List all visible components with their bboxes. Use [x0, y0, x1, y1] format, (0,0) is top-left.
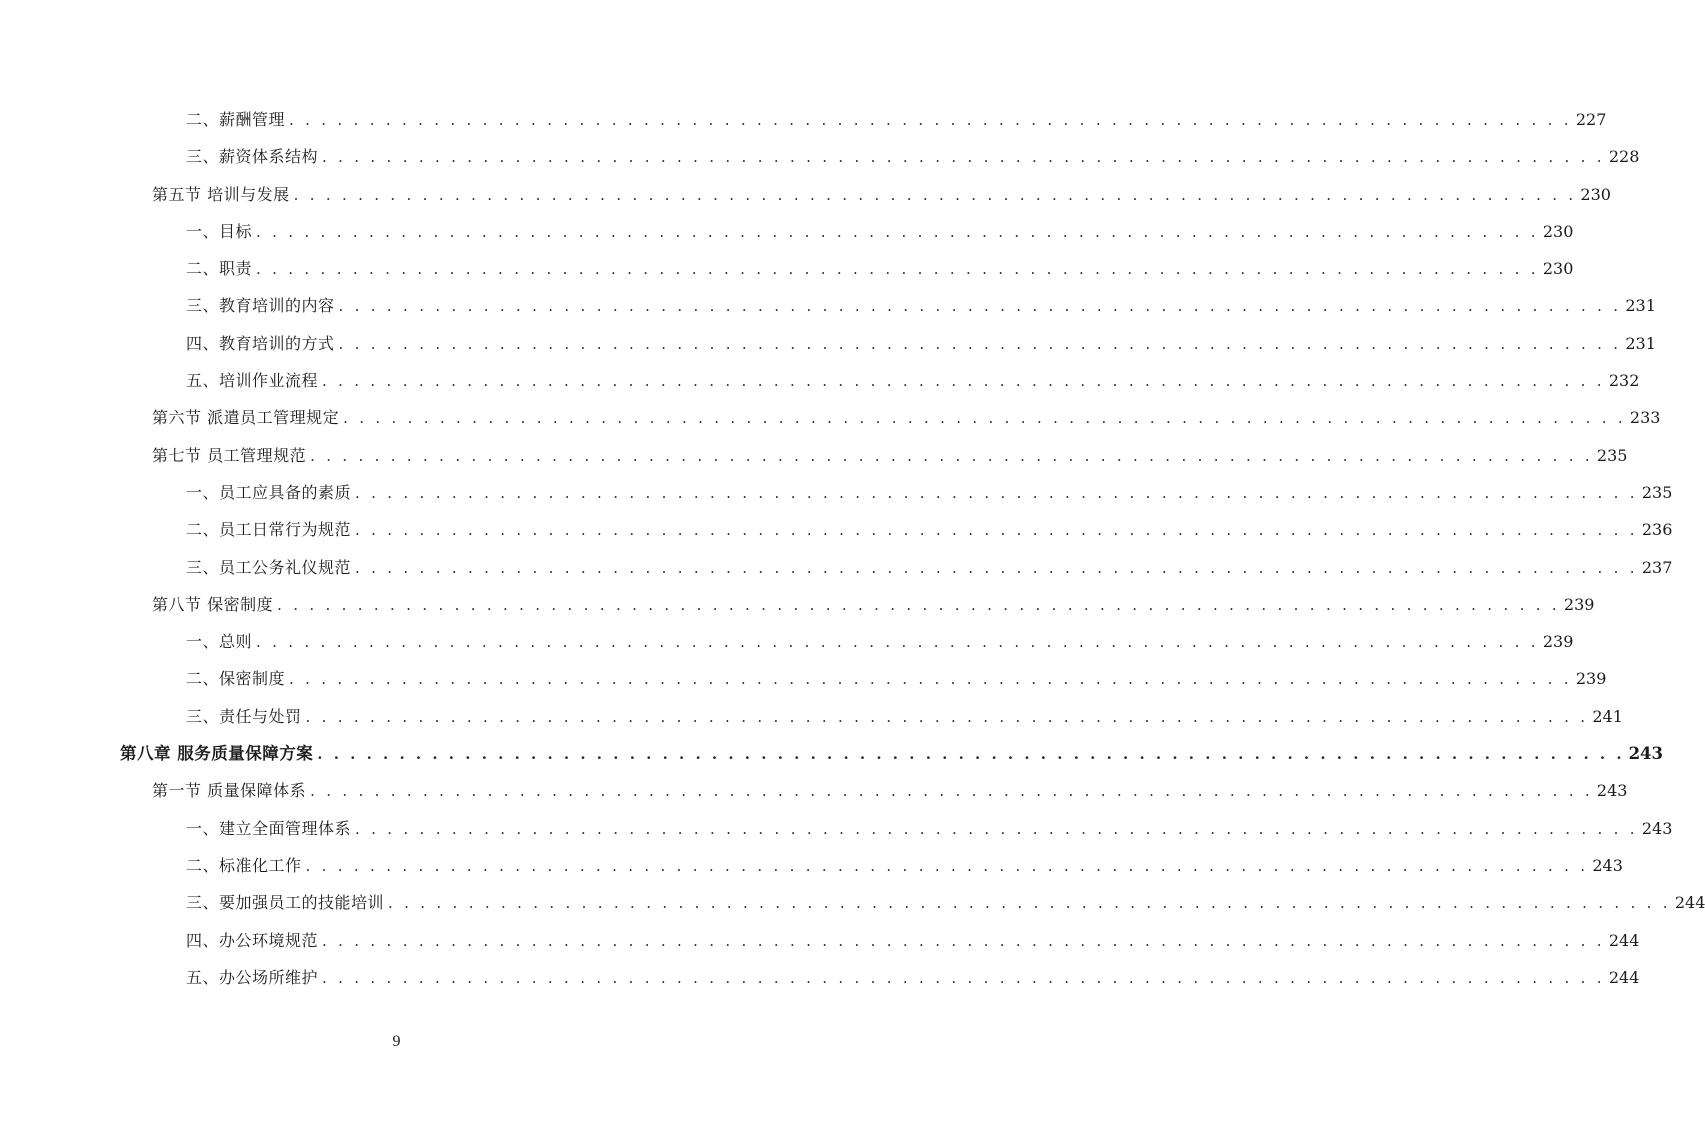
- toc-entry-title: 二、员工日常行为规范: [186, 520, 352, 540]
- toc-entry-item[interactable]: [0, 847, 1623, 884]
- toc-dot-leader: . . . . . . . . . . . . . . . . . . . . . . . . . . . . . . . . . . . . . . . . . . . . . . . . . . . . . . . . . . . . . . . . . . . . . . . . . . . . . . . .: [289, 111, 1572, 129]
- toc-entry-item[interactable]: [0, 362, 1640, 399]
- toc-entry-page: 244: [1608, 967, 1640, 987]
- toc-dot-leader: . . . . . . . . . . . . . . . . . . . . . . . . . . . . . . . . . . . . . . . . . . . . . . . . . . . . . . . . . . . . . . . . . . . . . . . . . . . . . . . .: [277, 595, 1560, 614]
- toc-entry-title: 二、职责: [186, 259, 253, 279]
- toc-entry-page: 232: [1608, 371, 1640, 391]
- toc-dot-leader: . . . . . . . . . . . . . . . . . . . . . . . . . . . . . . . . . . . . . . . . . . . . . . . . . . . . . . . . . . . . . . . . . . . . . . . . . . . . . . . .: [338, 297, 1622, 316]
- toc-entry-page: 239: [1542, 632, 1574, 652]
- toc-entry-page: 243: [1641, 818, 1673, 838]
- toc-entry-item[interactable]: [0, 213, 1574, 250]
- toc-dot-leader: . . . . . . . . . . . . . . . . . . . . . . . . . . . . . . . . . . . . . . . . . . . . . . . . . . . . . . . . . . . . . . . . . . . . . . . . . . . . . . . .: [256, 222, 1539, 241]
- toc-entry-section[interactable]: [0, 176, 1611, 213]
- toc-entry-title: 三、员工公务礼仪规范: [186, 557, 352, 577]
- toc-entry-page: 243: [1592, 855, 1623, 875]
- toc-entry-page: 231: [1625, 296, 1656, 316]
- toc-dot-leader: . . . . . . . . . . . . . . . . . . . . . . . . . . . . . . . . . . . . . . . . . . . . . . . . . . . . . . . . . . . . . . . . . . . . . . . . . . . . . . . .: [355, 521, 1638, 540]
- toc-entry-page: 231: [1625, 333, 1656, 353]
- toc-dot-leader: . . . . . . . . . . . . . . . . . . . . . . . . . . . . . . . . . . . . . . . . . . . . . . . . . . . . . . . . . . . . . . . . . . . . . . . . . . . . . . . .: [355, 819, 1638, 838]
- toc-entry-page: 230: [1542, 259, 1574, 279]
- toc-entry-section[interactable]: [0, 586, 1595, 623]
- toc-entry-page: 243: [1596, 781, 1628, 801]
- toc-entry-title: 第一节 质量保障体系: [152, 781, 307, 801]
- toc-entry-title: 二、标准化工作: [186, 855, 302, 875]
- toc-entry-section[interactable]: [0, 437, 1628, 474]
- toc-dot-leader: . . . . . . . . . . . . . . . . . . . . . . . . . . . . . . . . . . . . . . . . . . . . . . . . . . . . . . . . . . . . . . . . . . . . . . . . . . . . . . . .: [322, 931, 1605, 950]
- toc-entry-title: 三、要加强员工的技能培训: [186, 893, 385, 913]
- toc-dot-leader: . . . . . . . . . . . . . . . . . . . . . . . . . . . . . . . . . . . . . . . . . . . . . . . . . . . . . . . . . . . . . . . . . . . . . . . . . . . . . . . .: [322, 968, 1605, 987]
- toc-dot-leader: . . . . . . . . . . . . . . . . . . . . . . . . . . . . . . . . . . . . . . . . . . . . . . . . . . . . . . . . . . . . . . . . . . . . . . . . . . . . . . . .: [293, 185, 1577, 204]
- toc-entry-page: 237: [1641, 557, 1673, 577]
- toc-entry-section[interactable]: [0, 399, 1661, 436]
- toc-entry-title: 三、教育培训的内容: [186, 296, 335, 316]
- table-of-contents: [0, 101, 1705, 996]
- toc-entry-page: 228: [1608, 147, 1640, 167]
- toc-entry-item[interactable]: [0, 101, 1607, 138]
- toc-dot-leader: . . . . . . . . . . . . . . . . . . . . . . . . . . . . . . . . . . . . . . . . . . . . . . . . . . . . . . . . . . . . . . . . . . . . . . . . . . . . . . . .: [310, 782, 1593, 801]
- toc-entry-item[interactable]: [0, 250, 1574, 287]
- toc-entry-item[interactable]: [0, 660, 1607, 697]
- toc-dot-leader: . . . . . . . . . . . . . . . . . . . . . . . . . . . . . . . . . . . . . . . . . . . . . . . . . . . . . . . . . . . . . . . . . . . . . . . . . . . . . . . .: [355, 558, 1638, 577]
- toc-entry-item[interactable]: [0, 549, 1673, 586]
- toc-entry-chapter[interactable]: [0, 735, 1664, 772]
- toc-dot-leader: . . . . . . . . . . . . . . . . . . . . . . . . . . . . . . . . . . . . . . . . . . . . . . . . . . . . . . . . . . . . . . . . . . . . . . . . . . . . . . . .: [310, 446, 1593, 465]
- toc-dot-leader: . . . . . . . . . . . . . . . . . . . . . . . . . . . . . . . . . . . . . . . . . . . . . . . . . . . . . . . . . . . . . . . . . . . . . . . . . . . . . . . .: [317, 745, 1625, 764]
- toc-dot-leader: . . . . . . . . . . . . . . . . . . . . . . . . . . . . . . . . . . . . . . . . . . . . . . . . . . . . . . . . . . . . . . . . . . . . . . . . . . . . . . . .: [256, 633, 1539, 652]
- toc-entry-item[interactable]: [0, 959, 1640, 996]
- toc-entry-title: 三、薪资体系结构: [186, 147, 319, 167]
- toc-entry-page: 230: [1580, 184, 1611, 204]
- toc-entry-title: 四、教育培训的方式: [186, 333, 335, 353]
- toc-dot-leader: . . . . . . . . . . . . . . . . . . . . . . . . . . . . . . . . . . . . . . . . . . . . . . . . . . . . . . . . . . . . . . . . . . . . . . . . . . . . . . . .: [305, 707, 1589, 726]
- toc-entry-title: 一、员工应具备的素质: [186, 482, 352, 502]
- toc-entry-title: 第八章 服务质量保障方案: [120, 744, 314, 764]
- toc-entry-item[interactable]: [0, 474, 1673, 511]
- toc-entry-item[interactable]: [0, 511, 1673, 548]
- page-number: 9: [392, 1033, 401, 1050]
- toc-entry-title: 二、薪酬管理: [186, 110, 286, 129]
- toc-entry-item[interactable]: [0, 698, 1623, 735]
- toc-entry-page: 235: [1641, 482, 1673, 502]
- toc-dot-leader: . . . . . . . . . . . . . . . . . . . . . . . . . . . . . . . . . . . . . . . . . . . . . . . . . . . . . . . . . . . . . . . . . . . . . . . . . . . . . . . .: [388, 894, 1671, 913]
- toc-entry-section[interactable]: [0, 772, 1628, 809]
- toc-dot-leader: . . . . . . . . . . . . . . . . . . . . . . . . . . . . . . . . . . . . . . . . . . . . . . . . . . . . . . . . . . . . . . . . . . . . . . . . . . . . . . . .: [322, 148, 1605, 167]
- toc-dot-leader: . . . . . . . . . . . . . . . . . . . . . . . . . . . . . . . . . . . . . . . . . . . . . . . . . . . . . . . . . . . . . . . . . . . . . . . . . . . . . . . .: [343, 409, 1626, 428]
- toc-entry-page: 244: [1674, 893, 1705, 913]
- toc-entry-title: 一、建立全面管理体系: [186, 818, 352, 838]
- toc-entry-page: 244: [1608, 930, 1640, 950]
- toc-entry-title: 第七节 员工管理规范: [152, 445, 307, 465]
- toc-entry-page: 235: [1596, 445, 1628, 465]
- toc-dot-leader: . . . . . . . . . . . . . . . . . . . . . . . . . . . . . . . . . . . . . . . . . . . . . . . . . . . . . . . . . . . . . . . . . . . . . . . . . . . . . . . .: [338, 334, 1622, 353]
- toc-entry-item[interactable]: [0, 325, 1656, 362]
- toc-entry-title: 一、目标: [186, 221, 253, 241]
- toc-dot-leader: . . . . . . . . . . . . . . . . . . . . . . . . . . . . . . . . . . . . . . . . . . . . . . . . . . . . . . . . . . . . . . . . . . . . . . . . . . . . . . . .: [289, 670, 1572, 689]
- toc-dot-leader: . . . . . . . . . . . . . . . . . . . . . . . . . . . . . . . . . . . . . . . . . . . . . . . . . . . . . . . . . . . . . . . . . . . . . . . . . . . . . . . .: [322, 372, 1605, 391]
- toc-entry-page: 227: [1575, 110, 1607, 129]
- toc-entry-page: 239: [1563, 594, 1595, 614]
- toc-dot-leader: . . . . . . . . . . . . . . . . . . . . . . . . . . . . . . . . . . . . . . . . . . . . . . . . . . . . . . . . . . . . . . . . . . . . . . . . . . . . . . . .: [305, 856, 1589, 875]
- toc-entry-item[interactable]: [0, 138, 1640, 175]
- toc-entry-item[interactable]: [0, 922, 1640, 959]
- toc-entry-page: 239: [1575, 669, 1607, 689]
- toc-entry-item[interactable]: [0, 287, 1656, 324]
- toc-entry-page: 241: [1592, 706, 1623, 726]
- toc-entry-title: 第八节 保密制度: [152, 594, 274, 614]
- toc-dot-leader: . . . . . . . . . . . . . . . . . . . . . . . . . . . . . . . . . . . . . . . . . . . . . . . . . . . . . . . . . . . . . . . . . . . . . . . . . . . . . . . .: [355, 483, 1638, 502]
- toc-entry-item[interactable]: [0, 810, 1673, 847]
- toc-entry-page: 243: [1628, 744, 1664, 764]
- toc-entry-title: 四、办公环境规范: [186, 930, 319, 950]
- toc-entry-page: 236: [1641, 520, 1673, 540]
- toc-entry-title: 五、培训作业流程: [186, 371, 319, 391]
- toc-entry-title: 一、总则: [186, 632, 253, 652]
- toc-entry-title: 二、保密制度: [186, 669, 286, 689]
- toc-entry-title: 第五节 培训与发展: [152, 184, 290, 204]
- toc-entry-title: 五、办公场所维护: [186, 967, 319, 987]
- toc-dot-leader: . . . . . . . . . . . . . . . . . . . . . . . . . . . . . . . . . . . . . . . . . . . . . . . . . . . . . . . . . . . . . . . . . . . . . . . . . . . . . . . .: [256, 260, 1539, 279]
- toc-entry-page: 233: [1629, 408, 1661, 428]
- toc-entry-item[interactable]: [0, 623, 1574, 660]
- toc-entry-page: 230: [1542, 221, 1574, 241]
- toc-entry-title: 第六节 派遣员工管理规定: [152, 408, 340, 428]
- toc-entry-title: 三、责任与处罚: [186, 706, 302, 726]
- toc-entry-item[interactable]: [0, 884, 1705, 921]
